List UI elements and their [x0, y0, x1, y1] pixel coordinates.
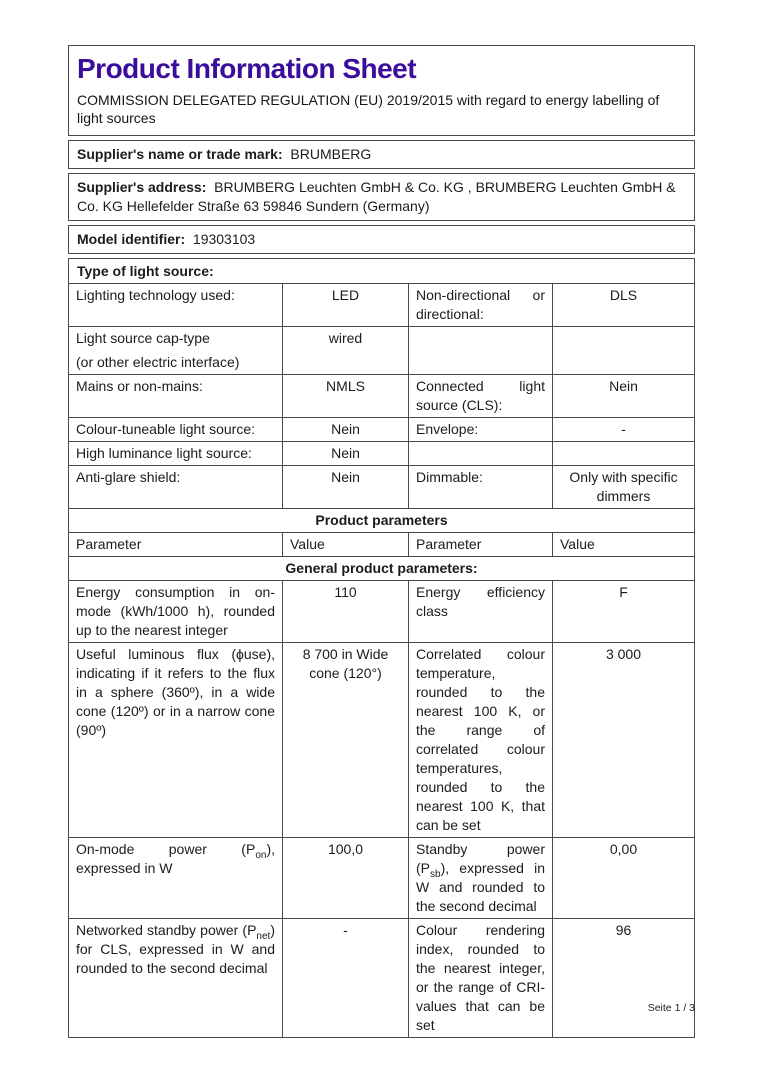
value-cell: Nein: [282, 418, 408, 441]
column-header-parameter: Parameter: [408, 533, 552, 556]
parameter-cell: Anti-glare shield:: [76, 469, 181, 485]
supplier-name-row: [68, 140, 695, 169]
parameter-cell: Mains or non-mains:: [76, 378, 203, 394]
value-cell: F: [552, 581, 694, 642]
parameter-cell: [408, 327, 552, 374]
parameter-cell: Colour rendering index, rounded to the nearest integer, or the range of CRI-values that can be set: [408, 919, 552, 1037]
general-product-parameters-heading: General product parameters:: [69, 556, 694, 580]
table-row-lighting-technology: [69, 284, 694, 326]
column-header-value: Value: [282, 533, 408, 556]
table-row-mains: [69, 374, 694, 417]
supplier-address-label: Supplier's address:: [77, 179, 207, 195]
column-header-value: Value: [552, 533, 694, 556]
parameter-cell: Connected light source (CLS):: [408, 375, 552, 417]
regulation-subtitle: COMMISSION DELEGATED REGULATION (EU) 2019/2015 with regard to energy labelling of light sources: [77, 92, 660, 126]
table-row-energy-consumption: [69, 580, 694, 642]
table-row-luminous-flux: [69, 642, 694, 837]
table-row-anti-glare: [69, 465, 694, 508]
value-cell: -: [552, 418, 694, 441]
header-block: [68, 45, 695, 136]
table-row-cap-type: [69, 326, 694, 374]
table-row-high-luminance: [69, 441, 694, 465]
model-identifier-value: 19303103: [192, 231, 256, 247]
value-cell: Only with specific dimmers: [552, 466, 694, 508]
product-information-sheet: [68, 45, 695, 1038]
page-number: Seite 1 / 3: [647, 1002, 695, 1014]
parameter-cell: Dimmable:: [408, 466, 552, 508]
column-header-row: [69, 532, 694, 556]
value-cell: LED: [282, 284, 408, 326]
parameter-cell: [408, 442, 552, 465]
parameter-cell: On-mode power $(P_{on})$, expressed in W: [76, 841, 275, 876]
value-cell: 0,00: [552, 838, 694, 918]
product-parameters-heading: Product parameters: [69, 508, 694, 532]
value-cell: wired: [282, 327, 408, 374]
value-cell: Nein: [552, 375, 694, 417]
value-cell: Nein: [282, 466, 408, 508]
value-cell: [552, 442, 694, 465]
value-cell: [552, 327, 694, 374]
value-cell: 8 700 in Wide cone (120°): [282, 643, 408, 837]
model-identifier-row: [68, 225, 695, 254]
parameter-cell: Non-directional or directional:: [408, 284, 552, 326]
supplier-name-value: BRUMBERG: [290, 146, 372, 162]
parameter-cell: Energy consumption in on-mode (kWh/1000 h), rounded up to the nearest integer: [76, 584, 275, 638]
column-header-parameter: Parameter: [76, 536, 142, 552]
table-row-colour-tuneable: [69, 417, 694, 441]
page-title: Product Information Sheet: [77, 53, 417, 84]
parameter-cell: Networked standby power $(P_{net})$ for CLS, expressed in W and rounded to the second decimal: [76, 922, 275, 976]
parameter-cell: High luminance light source:: [76, 445, 252, 461]
value-cell: 96: [552, 919, 694, 1037]
supplier-address-value: BRUMBERG Leuchten GmbH & Co. KG , BRUMBERG Leuchten GmbH & Co. KG Hellefelder Straße 63 59846 Sundern (Germany): [77, 179, 676, 214]
supplier-address-row: [68, 173, 695, 221]
value-cell: DLS: [552, 284, 694, 326]
value-cell: NMLS: [282, 375, 408, 417]
parameter-cell: Correlated colour temperature, rounded to the nearest 100 K, or the range of correlated colour temperatures, rounded to the nearest 100 K, that can be set: [408, 643, 552, 837]
table-row-networked-standby: [69, 918, 694, 1037]
parameter-cell: Colour-tuneable light source:: [76, 421, 255, 437]
model-identifier-label: Model identifier:: [77, 231, 186, 247]
parameter-cell: Envelope:: [408, 418, 552, 441]
value-cell: -: [282, 919, 408, 1037]
supplier-name-label: Supplier's name or trade mark:: [77, 146, 283, 162]
parameter-cell: Energy efficiency class: [408, 581, 552, 642]
cap-type-line2: (or other electric interface): [76, 354, 240, 370]
table-row-on-mode-power: [69, 837, 694, 918]
parameter-cell: Standby power $(P_{sb})$, expressed in W and rounded to the second decimal: [408, 838, 552, 918]
value-cell: 100,0: [282, 838, 408, 918]
value-cell: Nein: [282, 442, 408, 465]
cap-type-line1: Light source cap-type: [76, 330, 210, 346]
parameter-cell: Useful luminous flux (ϕuse), indicating if it refers to the flux in a sphere (360º), in a wide cone (120º) or in a narrow cone (90º): [76, 646, 275, 738]
parameter-cell: Lighting technology used:: [76, 287, 235, 303]
type-of-light-source-heading: Type of light source:: [69, 259, 694, 284]
value-cell: 110: [282, 581, 408, 642]
parameters-table: [68, 258, 695, 1038]
value-cell: 3 000: [552, 643, 694, 837]
parameter-cell: [69, 327, 282, 374]
